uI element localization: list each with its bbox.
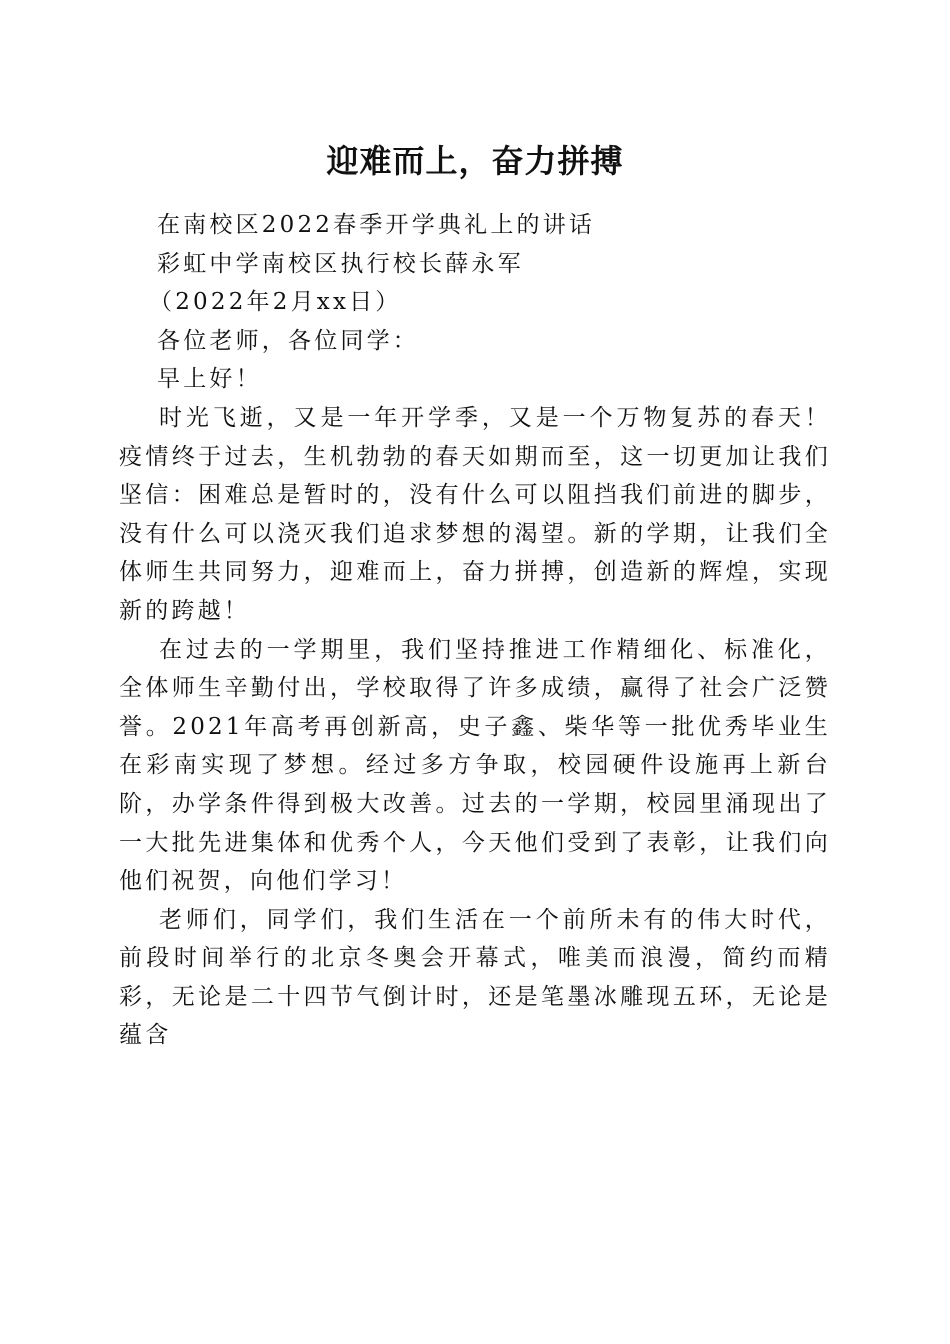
paragraph: 在过去的一学期里，我们坚持推进工作精细化、标准化，全体师生辛勤付出，学校取得了许多成绩，赢得了社会广泛赞誉。2021年高考再创新高，史子鑫、柴华等一批优秀毕业生在彩南实现了梦想。经过多方争取，校园硬件设施再上新台阶，办学条件得到极大改善。过去的一学期，校园里涌现出了一大批先进集体和优秀个人，今天他们受到了表彰，让我们向他们祝贺，向他们学习！ bbox=[119, 636, 831, 895]
salutation: 各位老师，各位同学： bbox=[157, 327, 419, 354]
paragraph: 老师们，同学们，我们生活在一个前所未有的伟大时代，前段时间举行的北京冬奥会开幕式，唯美而浪漫，简约而精彩，无论是二十四节气倒计时，还是笔墨冰雕现五环，无论是蕴含 bbox=[119, 906, 831, 1049]
document-title: 迎难而上，奋力拼搏 bbox=[326, 142, 624, 180]
speaker-line: 彩虹中学南校区执行校长薛永军 bbox=[157, 250, 524, 277]
greeting: 早上好！ bbox=[157, 366, 262, 393]
document-body bbox=[119, 206, 831, 1055]
speech-subtitle: 在南校区2022春季开学典礼上的讲话 bbox=[157, 212, 596, 238]
speech-date: （2022年2月xx日） bbox=[149, 289, 402, 316]
paragraph: 时光飞逝，又是一年开学季，又是一个万物复苏的春天！疫情终于过去，生机勃勃的春天如期而至，这一切更加让我们坚信：困难总是暂时的，没有什么可以阻挡我们前进的脚步，没有什么可以浇灭我们追求梦想的渴望。新的学期，让我们全体师生共同努力，迎难而上，奋力拼搏，创造新的辉煌，实现新的跨越！ bbox=[119, 404, 831, 624]
